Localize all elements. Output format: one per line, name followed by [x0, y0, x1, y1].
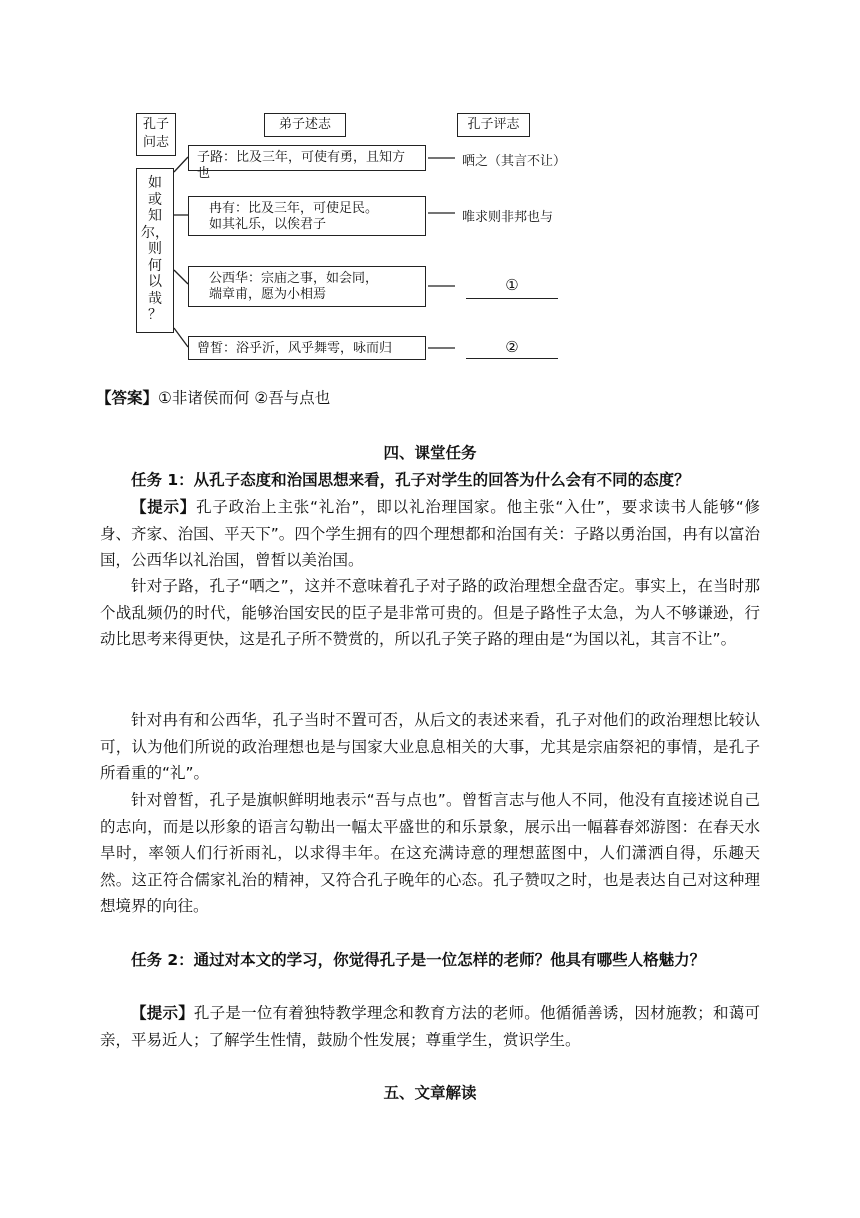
task2-hint: [100, 1000, 760, 1053]
answer-line: [96, 386, 330, 408]
task2-hint-p1: 孔子是一位有着独特教学理念和教育方法的老师。他循循善诱，因材施教；和蔼可亲，平易近人；了解学生性情，鼓励个性发展；尊重学生，赏识学生。: [100, 1004, 760, 1049]
task1-hint-p1: 孔子政治上主张“礼治”，即以礼治理国家。他主张“入仕”，要求读书人能够“修身、齐家、治国、平天下”。四个学生拥有的四个理想都和治国有关：子路以勇治国，冉有以富治国，公西华以礼治国，曾皙以美治国。: [100, 498, 760, 570]
answer-label: 【答案】: [96, 389, 159, 407]
diagram-box-ask: 孔子 问志: [136, 113, 176, 156]
task2-title: 任务 2：通过对本文的学习，你觉得孔子是一位怎样的老师？他具有哪些人格魅力？: [131, 951, 706, 969]
answer-text: ①非诸侯而何 ②吾与点也: [158, 389, 331, 407]
diagram-blank-1: ①: [466, 276, 558, 299]
diagram-connectors: [0, 0, 860, 380]
diagram-eval-ranyou: 唯求则非邦也与: [462, 210, 554, 225]
task1-p2: 针对子路，孔子“哂之”，这并不意味着孔子对子路的政治理想全盘否定。事实上，在当时那个战乱频仍的时代，能够治国安民的臣子是非常可贵的。但是子路性子太急，为人不够谦逊，行动比思考来得更快，这是孔子所不赞赏的，所以孔子笑子路的理由是“为国以礼，其言不让”。: [100, 577, 760, 649]
diagram-eval-zilu: 哂之（其言不让）: [462, 154, 567, 169]
diagram-header-confucius: 孔子评志: [457, 113, 530, 137]
task1-title: 任务 1：从孔子态度和治国思想来看，孔子对学生的回答为什么会有不同的态度？: [131, 471, 690, 489]
section4-title: 四、课堂任务: [383, 444, 477, 462]
diagram-row-zilu: 子路：比及三年，可使有勇，且知方也: [188, 145, 426, 171]
task1-p4: 针对曾皙，孔子是旗帜鲜明地表示“吾与点也”。曾皙言志与他人不同，他没有直接述说自己的志向，而是以形象的语言勾勒出一幅太平盛世的和乐景象，展示出一幅暮春郊游图：在春天水旱时，率领人们行祈雨礼，以求得丰年。在这充满诗意的理想蓝图中，人们潇洒自得，乐趣天然。这正符合儒家礼治的精神，又符合孔子晚年的心态。孔子赞叹之时，也是表达自己对这种理想境界的向往。: [100, 791, 760, 916]
diagram-row-ranyou: 冉有：比及三年，可使足民。 如其礼乐，以俟君子: [188, 196, 426, 236]
task2-hint-label: 【提示】: [131, 1004, 194, 1022]
task1-hint-label: 【提示】: [131, 498, 197, 516]
diagram-header-students: 弟子述志: [264, 113, 346, 137]
task1-hint: [100, 494, 760, 574]
diagram-row-gongxihua: 公西华：宗庙之事，如会同， 端章甫，愿为小相焉: [188, 266, 426, 307]
diagram-row-zengxi: 曾皙：浴乎沂，风乎舞雩，咏而归: [188, 336, 426, 360]
diagram-blank-2: ②: [466, 338, 558, 359]
task1-p3: 针对冉有和公西华，孔子当时不置可否，从后文的表述来看，孔子对他们的政治理想比较认可，认为他们所说的政治理想也是与国家大业息息相关的大事，尤其是宗庙祭祀的事情，是孔子所看重的“礼”。: [100, 711, 760, 783]
section5-title: 五、文章解读: [383, 1084, 477, 1102]
diagram-box-question: 如 或 知 尔， 则 何 以 哉 ？: [136, 168, 174, 333]
